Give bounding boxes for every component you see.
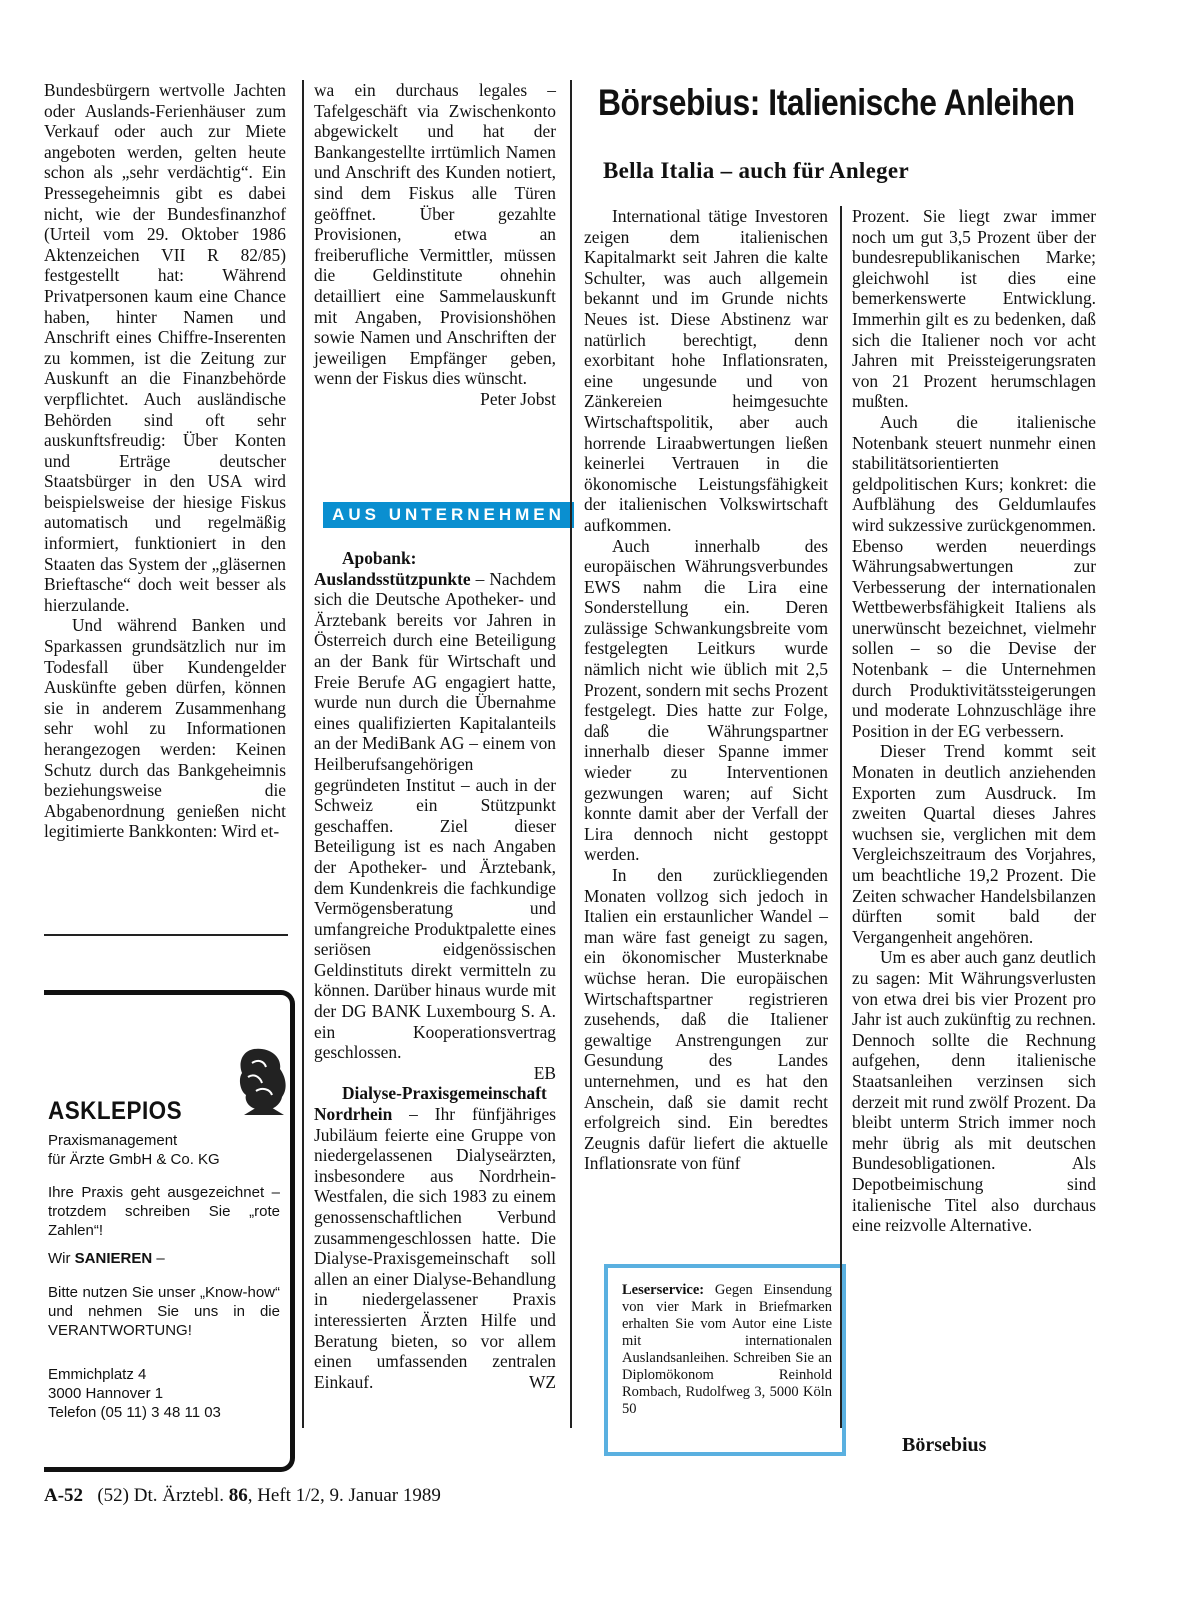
column-4 (852, 206, 1096, 1236)
news-item-dialyse (314, 1083, 556, 1392)
ad-para-3: Bitte nutzen Sie unser „Know-how“ und nehmen Sie uns in die VERANTWORTUNG! (48, 1284, 280, 1339)
ad-p2-bold: SANIEREN (74, 1250, 153, 1267)
col2-para-1: wa ein durchaus legales – Tafelgeschäft via Zwischenkonto abgewickelt und hat der Bankangestellte irrtümlich Namen und Anschrift des Kunden notiert, sind dem Fiskus alle Türen geöffnet. Über gezahlte Provisionen, etwa an freiberufliche Vermittler, müssen die Geldinstitute ohnehin detailliert eine Sammelauskunft mit Angaben, Provisionshöhen sowie Namen und Anschriften der jeweiligen Empfänger geben, wenn der Fiskus dies wünscht. (314, 80, 556, 389)
column-divider-1 (302, 80, 304, 1428)
col3-para-2: Auch innerhalb des europäischen Währungsverbundes EWS nahm die Lira eine Sonderstellung ein. Deren zulässige Schwankungsbreite vom festgelegten Leitkurs wurde nämlich nicht wie üblich mit 2,5 Prozent, sondern mit sechs Prozent festgelegt. Dies hatte zur Folge, daß die Währungspartner innerhalb dieser Spanne immer wieder zu Interventionen gezwungen waren; auf Sicht konnte damit aber der Verfall der Lira dennoch nicht gestoppt werden. (584, 535, 828, 865)
ad-addr3: Telefon (05 11) 3 48 11 03 (48, 1404, 221, 1421)
col3-para-1: International tätige Investoren zeigen dem italienischen Kapitalmarkt seit Jahren die kalte Schulter, was auch allgemein bekannt und im Grunde nichts Neues ist. Diese Abstinenz war natürlich berechtigt, denn exorbitant hohe Inflationsraten, eine ungesunde und von Zänkereien heimgesuchte Wirtschaftspolitik, aber auch horrende Liraabwertungen ließen keinerlei Vertrauen in die ökonomische Leistungsfähigkeit der italienischen Volkswirtschaft aufkommen. (584, 206, 828, 535)
news-item-apobank (314, 548, 556, 1063)
ad-line1: Praxismanagement (48, 1132, 178, 1149)
news1-sig: EB (533, 1062, 556, 1083)
col4-para-1: Prozent. Sie liegt zwar immer noch um gut 3,5 Prozent über der bundesrepublikanischen Marke; gleichwohl ist dies eine bemerkenswerte Entwicklung. Immerhin gilt es zu bedenken, daß sich die Italiener noch vor acht Jahren mit Preissteigerungsraten von 21 Prozent herumschlagen mußten. (852, 206, 1096, 412)
footer-pre: (52) Dt. Ärztebl. (97, 1485, 229, 1506)
article-signature: Börsebius (902, 1434, 987, 1456)
asklepios-head-logo-icon (234, 1043, 290, 1115)
leser-body: Gegen Einsendung von vier Mark in Briefmarken erhalten Sie vom Autor eine Liste mit internationalen Auslandsanleihen. Schreiben Sie an Diplomökonom Reinhold Rombach, Rudolfweg 3, 5000 Köln 50 (622, 1282, 832, 1417)
col4-para-3: Dieser Trend kommt seit Monaten in deutlich anziehenden Exporten zum Ausdruck. Im zweiten Quartal dieses Jahres wuchsen sie, verglichen mit dem Vergleichszeitraum des Vorjahres, um beachtliche 19,2 Prozent. Die Zeiten schwacher Handelsbilanzen dürften somit bald der Vergangenheit angehören. (852, 741, 1096, 947)
col1-separator (44, 934, 288, 936)
leserservice-box (604, 1264, 846, 1456)
news2-sig: WZ (528, 1371, 556, 1392)
col1-para-2: Und während Banken und Sparkassen grundsätzlich nur im Todesfall über Kundengelder Auskünfte geben dürfen, können sie in anderem Zusammenhang sehr wohl zu Informationen herangezogen werden: Keinen Schutz durch das Bankgeheimnis beziehungsweise die Abgabenordnung genießen nicht legitimierte Bankkonten: Wird et- (44, 615, 286, 842)
page-footer (44, 1485, 441, 1507)
ad-brand: ASKLEPIOS (48, 1097, 183, 1125)
news-column (314, 548, 556, 1392)
asklepios-ad (44, 990, 295, 1472)
col1-para-1: Bundesbürgern wertvolle Jachten oder Auslands-Ferienhäuser zum Verkauf oder auch zur Miete angeboten werden, gelten heute schon als „sehr verdächtig“. Ein Pressegeheimnis gibt es dabei nicht, wie der Bundesfinanzhof (Urteil vom 29. Oktober 1986 Aktenzeichen VII R 82/85) festgestellt hat: Während Privatpersonen kaum eine Chance haben, hinter Namen und Anschrift eines Chiffre-Inserenten zu kommen, ist die Zeitung zur Auskunft an die Finanzbehörde verpflichtet. Auch ausländische Behörden sind oft sehr auskunftsfreudig: Über Konten und Erträge deutscher Staatsbürger in den USA wird beispielsweise der hiesige Fiskus automatisch und regelmäßig informiert, funktioniert in den Staaten das System der „gläsernen Brieftasche“ doch weit besser als hierzulande. (44, 80, 286, 615)
ad-address (48, 1365, 280, 1422)
news2-title: Dialyse-Praxisgemeinschaft Nordrhein (314, 1083, 547, 1125)
footer-page: A-52 (44, 1485, 84, 1506)
section-tag: AUS UNTERNEHMEN (323, 502, 574, 528)
ad-addr1: Emmichplatz 4 (48, 1366, 147, 1383)
col4-para-2: Auch die italienische Notenbank steuert nunmehr einen stabilitätsorientierten geldpolitischen Kurs; konkret: die Aufblähung des Geldumlaufes wird sukzessive zurückgenommen. Ebenso werden neuerdings Währungsabwertungen zur Verbesserung der internationalen Wettbewerbsfähigkeit Italiens als unerwünscht bezeichnet, vielmehr sollen – so die Devise der Notenbank – die Unternehmen durch Produktivitätssteigerungen und moderate Lohnzuschläge ihre Position in der EG verbessern. (852, 411, 1096, 741)
news1-body: – Nachdem sich die Deutsche Apotheker- und Ärztebank bereits vor Jahren in Österreich durch eine Beteiligung an der Bank für Wirtschaft und Freie Berufe AG engagiert hatte, wurde nun durch die Übernahme eines qualifizierten Kapitalanteils an der MediBank AG – einem von Heilberufsangehörigen gegründeten Institut – auch in der Schweiz ein Stützpunkt geschaffen. Ziel dieser Beteiligung ist es nach Angaben der Apotheker- und Ärztebank, dem Kundenkreis die fachkundige Vermögensberatung und umfangreiche Produktpalette eines seriösen eidgenössischen Geldinstituts direkt vermitteln zu können. Darüber hinaus wurde mit der DG BANK Luxembourg S. A. ein Kooperationsvertrag geschlossen. (314, 568, 556, 1063)
column-divider-2 (570, 80, 572, 1428)
leserservice-text (622, 1282, 832, 1418)
ad-p2-post: – (152, 1250, 165, 1267)
ad-addr2: 3000 Hannover 1 (48, 1385, 164, 1402)
ad-company (48, 1131, 280, 1169)
col2-author: Peter Jobst (480, 388, 556, 409)
col4-para-4: Um es aber auch ganz deutlich zu sagen: Mit Währungsverlusten von etwa drei bis vier Prozent pro Jahr ist auch zukünftig zu rechnen. Dennoch sollte die Rechnung aufgehen, denn italienische Staatsanleihen verzinsen sich derzeit mit rund zwölf Prozent. Da bleibt unterm Strich immer noch mehr übrig als mit deutschen Bundesobligationen. Als Depotbeimischung sind italienische Titel also durchaus eine reizvolle Alternative. (852, 947, 1096, 1236)
ad-line2: für Ärzte GmbH & Co. KG (48, 1151, 220, 1168)
article-headline: Börsebius: Italienische Anleihen (598, 82, 1075, 123)
article-subhead: Bella Italia – auch für Anleger (603, 158, 909, 183)
news2-body: – Ihr fünfjähriges Jubiläum feierte eine Gruppe von niedergelassenen Dialyseärzten, insbesondere aus Nordrhein-Westfalen, die sich 1983 zu einem genossenschaftlichen Verbund zusammengeschlossen hatte. Die Dialyse-Praxisgemeinschaft soll allen an einer Dialyse-Behandlung in niedergelassener Praxis interessierten Ärzten Hilfe und Beratung bieten, so vor allem einen umfassenden zentralen Einkauf. (314, 1104, 556, 1392)
footer-vol: 86 (228, 1485, 248, 1506)
ad-para-2 (48, 1249, 280, 1268)
column-divider-3 (840, 206, 842, 1428)
column-2 (314, 80, 556, 410)
footer-post: , Heft 1/2, 9. Januar 1989 (247, 1485, 441, 1506)
col3-para-3: In den zurückliegenden Monaten vollzog sich jedoch in Italien ein erstaunlicher Wandel – man wäre fast geneigt zu sagen, ein ökonomischer Musterknabe wüchse heran. Die europäischen Wirtschaftspartner registrieren zusehends, daß die Italiener gewaltige Anstrengungen zur Gesundung des Landes unternehmen, und es hat den Anschein, daß sie damit recht erfolgreich sind. Ein beredtes Zeugnis dafür liefert die aktuelle Inflationsrate von fünf (584, 865, 828, 1174)
ad-p2-pre: Wir (48, 1250, 75, 1267)
ad-para-1: Ihre Praxis geht ausgezeichnet – trotzdem schreiben Sie „rote Zahlen“! (48, 1184, 280, 1239)
news1-title: Apobank: Auslandsstützpunkte (314, 548, 471, 589)
column-1 (44, 80, 286, 842)
column-3 (584, 206, 828, 1174)
leser-title: Leserservice: (622, 1282, 705, 1298)
